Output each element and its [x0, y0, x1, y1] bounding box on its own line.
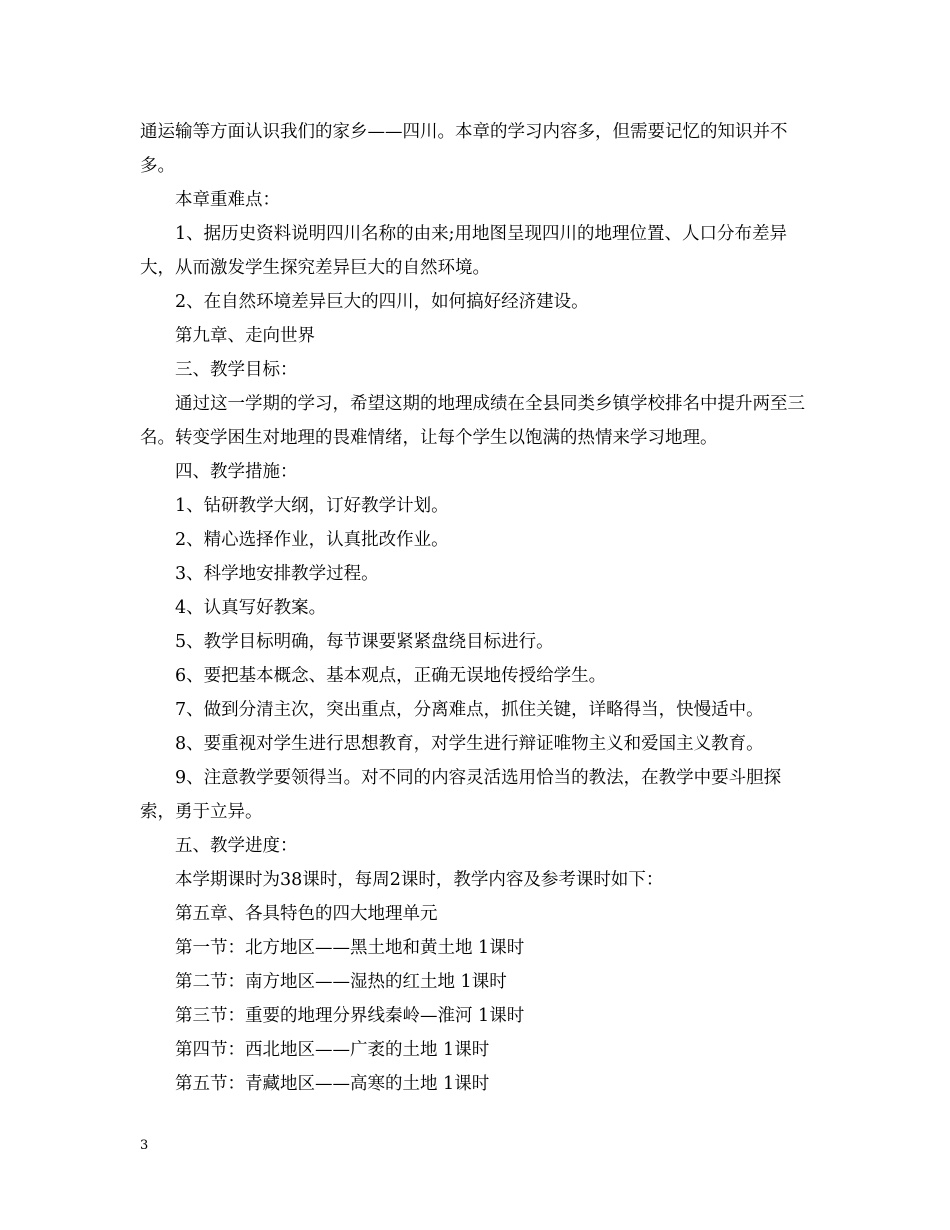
paragraph: 1、钻研教学大纲，订好教学计划。 — [175, 496, 449, 516]
paragraph: 本学期课时为38课时，每周2课时，教学内容及参考课时如下： — [175, 870, 664, 890]
paragraph: 本章重难点： — [175, 190, 280, 210]
paragraph: 通运输等方面认识我们的家乡——四川。本章的学习内容多，但需要记忆的知识并不多。 — [140, 122, 788, 176]
paragraph: 通过这一学期的学习，希望这期的地理成绩在全县同类乡镇学校排名中提升两至三名。转变学困生对地理的畏难情绪，让每个学生以饱满的热情来学习地理。 — [140, 394, 805, 448]
paragraph: 2、精心选择作业，认真批改作业。 — [175, 530, 449, 550]
paragraph: 7、做到分清主次，突出重点，分离难点，抓住关键，详略得当，快慢适中。 — [175, 700, 764, 720]
paragraph: 5、教学目标明确，每节课要紧紧盘绕目标进行。 — [175, 632, 554, 652]
paragraph: 1、据历史资料说明四川名称的由来;用地图呈现四川的地理位置、人口分布差异大，从而激发学生探究差异巨大的自然环境。 — [140, 224, 788, 278]
paragraph: 五、教学进度： — [175, 836, 298, 856]
paragraph: 9、注意教学要领得当。对不同的内容灵活选用恰当的教法，在教学中要斗胆探索，勇于立异。 — [140, 768, 782, 822]
paragraph: 第四节：西北地区——广袤的土地 1课时 — [175, 1040, 490, 1060]
paragraph: 第一节：北方地区——黑土地和黄土地 1课时 — [175, 938, 525, 958]
paragraph: 第五节：青藏地区——高寒的土地 1课时 — [175, 1074, 490, 1094]
paragraph: 8、要重视对学生进行思想教育，对学生进行辩证唯物主义和爱国主义教育。 — [175, 734, 764, 754]
paragraph: 三、教学目标： — [175, 360, 298, 380]
paragraph: 6、要把基本概念、基本观点，正确无误地传授给学生。 — [175, 666, 607, 686]
paragraph: 2、在自然环境差异巨大的四川，如何搞好经济建设。 — [175, 292, 589, 312]
paragraph: 4、认真写好教案。 — [175, 598, 327, 618]
paragraph: 四、教学措施： — [175, 462, 298, 482]
paragraph: 3、科学地安排教学过程。 — [175, 564, 379, 584]
paragraph: 第五章、各具特色的四大地理单元 — [175, 904, 438, 924]
paragraph: 第二节：南方地区——湿热的红土地 1课时 — [175, 972, 507, 992]
page-number: 3 — [140, 1138, 149, 1153]
paragraph: 第三节：重要的地理分界线秦岭—淮河 1课时 — [175, 1006, 525, 1026]
paragraph: 第九章、走向世界 — [175, 326, 315, 346]
document-body — [140, 115, 812, 1101]
